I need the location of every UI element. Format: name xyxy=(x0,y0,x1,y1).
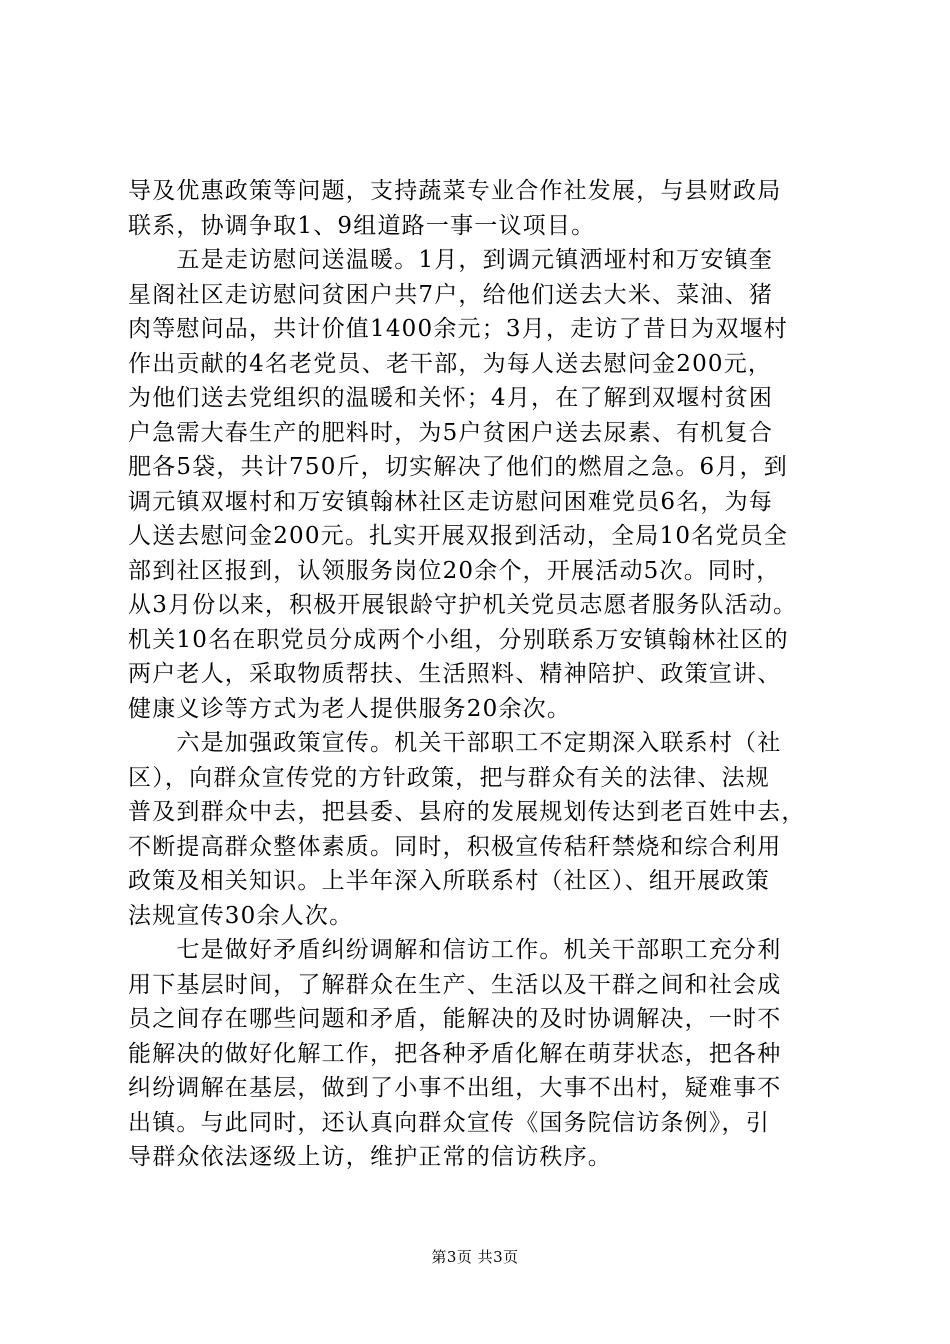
text-line: 导及优惠政策等问题，支持蔬菜专业合作社发展，与县财政局 xyxy=(128,178,782,204)
text-line: 用下基层时间，了解群众在生产、生活以及干群之间和社会成 xyxy=(128,971,782,998)
text-line: 员之间存在哪些问题和矛盾，能解决的及时协调解决，一时不 xyxy=(128,1006,782,1032)
text-line: 部到社区报到，认领服务岗位20余个，开展活动5次。同时， xyxy=(128,557,781,584)
text-line: 普及到群众中去，把县委、县府的发展规划传达到老百姓中去， xyxy=(128,799,806,825)
page-footer: 第3页 共3页 xyxy=(431,1248,519,1266)
text-line: 区），向群众宣传党的方针政策，把与群众有关的法律、法规 xyxy=(128,764,770,791)
text-line: 星阁社区走访慰问贫困户共7户，给他们送去大米、菜油、猪 xyxy=(128,281,774,308)
text-line: 纠纷调解在基层，做到了小事不出组，大事不出村，疑难事不 xyxy=(128,1075,782,1101)
text-line: 肉等慰问品，共计价值1400余元；3月，走访了昔日为双堰村 xyxy=(128,316,788,342)
text-line: 健康义诊等方式为老人提供服务20余次。 xyxy=(128,695,572,722)
text-line: 联系，协调争取1、9组道路一事一议项目。 xyxy=(128,212,596,239)
text-line: 五是走访慰问送温暖。1月，到调元镇洒垭村和万安镇奎 xyxy=(128,247,774,273)
text-line: 机关10名在职党员分成两个小组，分别联系万安镇翰林社区的 xyxy=(128,626,789,653)
text-line: 肥各5袋，共计750斤，切实解决了他们的燃眉之急。6月，到 xyxy=(128,454,788,480)
text-line: 不断提高群众整体素质。同时，积极宣传秸秆禁烧和综合利用 xyxy=(128,833,782,860)
text-line: 户急需大春生产的肥料时，为5户贫困户送去尿素、有机复合 xyxy=(128,419,774,446)
text-line: 七是做好矛盾纠纷调解和信访工作。机关干部职工充分利 xyxy=(128,937,782,963)
text-line: 六是加强政策宣传。机关干部职工不定期深入联系村（社 xyxy=(128,730,782,756)
text-line: 导群众依法逐级上访，维护正常的信访秩序。 xyxy=(128,1144,612,1170)
text-line: 作出贡献的4名老党员、老干部，为每人送去慰问金200元， xyxy=(128,350,773,377)
text-line: 政策及相关知识。上半年深入所联系村（社区）、组开展政策 xyxy=(128,868,770,894)
text-line: 调元镇双堰村和万安镇翰林社区走访慰问困难党员6名，为每 xyxy=(128,488,774,515)
text-line: 从3月份以来，积极开展银龄守护机关党员志愿者服务队活动。 xyxy=(128,592,798,618)
text-line: 能解决的做好化解工作，把各种矛盾化解在萌芽状态，把各种 xyxy=(128,1040,782,1067)
text-line: 为他们送去党组织的温暖和关怀；4月，在了解到双堰村贫困 xyxy=(128,385,774,411)
text-line: 两户老人，采取物质帮扶、生活照料、精神陪护、政策宣讲、 xyxy=(128,661,782,687)
text-line: 出镇。与此同时，还认真向群众宣传《国务院信访条例》，引 xyxy=(128,1109,770,1136)
text-line: 法规宣传30余人次。 xyxy=(128,902,354,929)
text-line: 人送去慰问金200元。扎实开展双报到活动，全局10名党员全 xyxy=(128,523,788,549)
document-body xyxy=(128,174,840,1175)
